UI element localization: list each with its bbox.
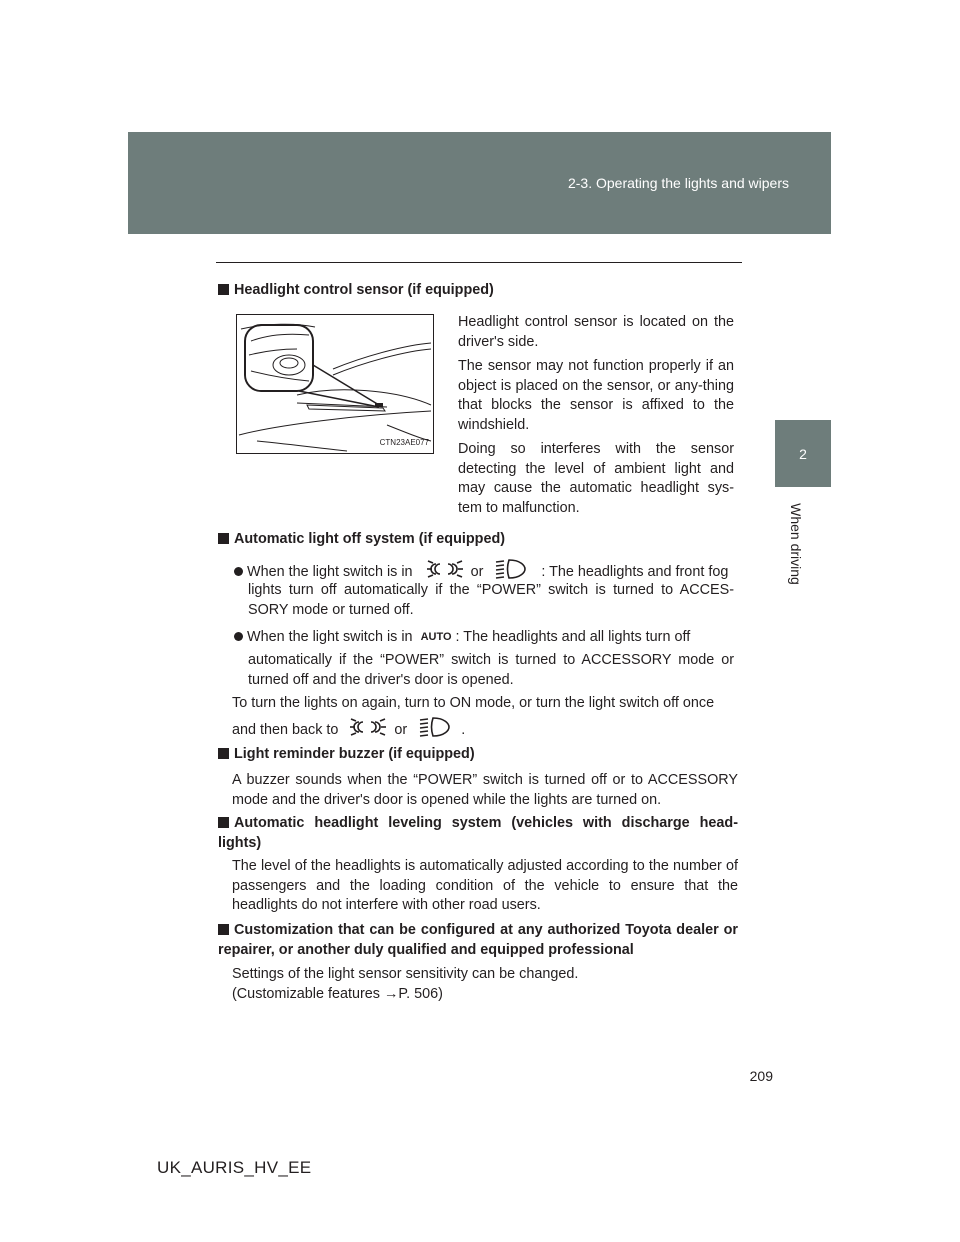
headlight-icon	[419, 716, 451, 745]
square-bullet-icon	[218, 748, 229, 759]
auto-off-bullet-1-line: When the light switch is in or : The headlights and front fog	[234, 558, 734, 587]
custom-text-2: (Customizable features →P. 506)	[232, 986, 443, 1002]
sensor-text-1: Headlight control sensor is located on the driver's side.	[458, 314, 734, 350]
sensor-figure	[236, 314, 434, 454]
custom-text-1: Settings of the light sensor sensitivity can be changed.	[232, 966, 579, 982]
parking-lights-icon	[350, 716, 386, 745]
sensor-text-2: The sensor may not function properly if an object is placed on the sensor, or any-thing that blocks the sensor is affixed to the windshield.	[458, 358, 734, 433]
bullet-icon	[234, 567, 243, 576]
square-bullet-icon	[218, 924, 229, 935]
heading-leveling: Automatic headlight leveling system (vehicles with discharge head-lights)	[218, 815, 738, 851]
page-number: 209	[749, 1068, 773, 1084]
bullet-icon	[234, 632, 243, 641]
chapter-label: When driving	[788, 503, 804, 585]
section-header	[128, 132, 831, 234]
document-code: UK_AURIS_HV_EE	[157, 1158, 312, 1177]
auto-off-text-1: To turn the lights on again, turn to ON mode, or turn the light switch off once	[232, 695, 715, 711]
sensor-text-3: Doing so interferes with the sensor detecting the level of ambient light and may cause the automatic headlight sys-tem to malfunction.	[458, 441, 734, 516]
leveling-text: The level of the headlights is automatically adjusted according to the number of passengers and the loading condition of the vehicle to ensure that the headlights do not interfere with other road users.	[232, 858, 738, 914]
auto-off-bullet-2-line: When the light switch is in AUTO : The headlights and all lights turn off	[234, 628, 734, 648]
chapter-number: 2	[799, 446, 807, 462]
buzzer-text: A buzzer sounds when the “POWER” switch is turned off or to ACCESSORY mode and the driver's door is opened while the lights are turned on.	[232, 772, 738, 808]
heading-sensor: Headlight control sensor (if equipped)	[218, 281, 494, 301]
square-bullet-icon	[218, 284, 229, 295]
auto-off-bullet-1-cont: lights turn off automatically if the “POWER” switch is turned to ACCES-SORY mode or turned off.	[248, 582, 734, 618]
sensor-illustration	[237, 315, 433, 453]
auto-off-bullet-2-cont: automatically if the “POWER” switch is turned to ACCESSORY mode or turned off and the driver's door is opened.	[248, 652, 734, 688]
heading-buzzer: Light reminder buzzer (if equipped)	[218, 745, 475, 765]
top-rule	[216, 262, 742, 263]
square-bullet-icon	[218, 817, 229, 828]
auto-off-text-2: and then back to or .	[232, 716, 738, 745]
figure-code: CTN23AE077	[379, 438, 429, 447]
square-bullet-icon	[218, 533, 229, 544]
chapter-tab	[775, 420, 831, 487]
auto-mode-icon: AUTO	[420, 631, 452, 643]
heading-custom: Customization that can be configured at any authorized Toyota dealer or repairer, or another duly qualified and equipped professional	[218, 922, 738, 958]
heading-auto-off: Automatic light off system (if equipped)	[218, 530, 505, 550]
section-title: 2-3. Operating the lights and wipers	[567, 175, 789, 191]
